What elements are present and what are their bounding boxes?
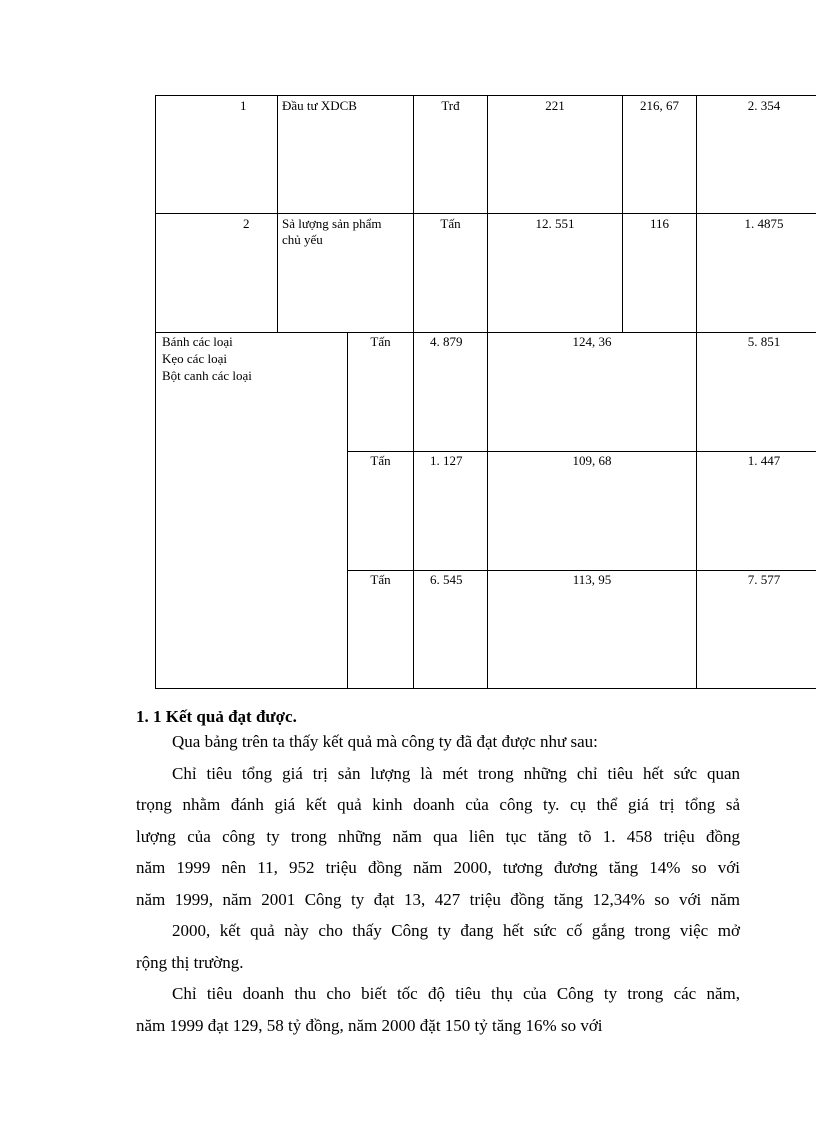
table-cell-value: 109, 68	[572, 453, 612, 468]
table-cell-value: 7. 577	[747, 572, 781, 587]
product-label: Bánh các loại	[162, 334, 233, 349]
table-rule	[622, 95, 623, 333]
table-rule	[155, 332, 816, 333]
table-cell-value: 12. 551	[535, 216, 575, 231]
paragraph-line: Chỉ tiêu tổng giá trị sản lượng là mét trong những chỉ tiêu hết sức quan	[172, 763, 740, 783]
paragraph: Qua bảng trên ta thấy kết quả mà công ty đã đạt được như sau:	[172, 732, 598, 751]
table-cell-value: 5. 851	[747, 334, 781, 349]
paragraph-line: 2000, kết quả này cho thấy Công ty đang hết sức cố gắng trong việc mở	[172, 921, 740, 940]
table-rule	[155, 95, 156, 689]
table-cell-value: 2. 354	[747, 98, 781, 113]
table-rule	[413, 95, 414, 689]
paragraph-line: trọng nhằm đánh giá kết quả kinh doanh của công ty. cụ thể giá trị tổng sả	[136, 795, 740, 814]
section-heading: 1. 1 Kết quả đạt được.	[136, 707, 297, 726]
table-cell-indicator: Đầu tư XDCB	[282, 98, 357, 113]
table-cell-index: 1	[240, 98, 247, 113]
table-rule	[347, 332, 348, 689]
paragraph-line: Chỉ tiêu doanh thu cho biết tốc độ tiêu thụ của Công ty trong các năm,	[172, 984, 740, 1003]
paragraph-line: năm 1999 đạt 129, 58 tỷ đồng, năm 2000 đặt 150 tỷ tăng 16% so với	[136, 1015, 603, 1035]
table-rule	[155, 95, 816, 96]
table-cell-unit: Tấn	[440, 216, 461, 231]
table-rule	[487, 95, 488, 689]
table-cell-value: 4. 879	[430, 334, 463, 349]
table-cell-value: 216, 67	[640, 98, 679, 113]
table-cell-value: 6. 545	[430, 572, 463, 587]
table-rule	[696, 95, 697, 689]
table-rule	[277, 95, 278, 333]
product-label: Bột canh các loại	[162, 368, 252, 383]
table-cell-value: 1. 447	[747, 453, 781, 468]
table-cell-unit: Tấn	[370, 453, 391, 468]
table-rule	[347, 570, 816, 571]
table-cell-indicator: Sả lượng sản phẩm	[282, 216, 382, 231]
table-cell-index: 2	[243, 216, 250, 231]
table-cell-unit: Tấn	[370, 572, 391, 587]
paragraph-line: năm 1999, năm 2001 Công ty đạt 13, 427 triệu đồng tăng 12,34% so với năm	[136, 889, 740, 909]
paragraph-line: lượng của công ty trong những năm qua liên tục tăng tõ 1. 458 triệu đồng	[136, 826, 740, 846]
table-cell-value: 1. 127	[430, 453, 463, 468]
table-cell-value: 113, 95	[572, 572, 612, 587]
table-rule	[347, 451, 816, 452]
table-rule	[155, 213, 816, 214]
paragraph-line: rộng thị trường.	[136, 952, 244, 972]
table-cell-value: 124, 36	[572, 334, 612, 349]
paragraph-line: năm 1999 nên 11, 952 triệu đồng năm 2000, tương đương tăng 14% so với	[136, 858, 740, 877]
table-cell-indicator: chủ yếu	[282, 232, 323, 247]
table-cell-unit: Trđ	[441, 98, 460, 113]
table-cell-unit: Tấn	[370, 334, 391, 349]
section-body	[136, 726, 740, 1041]
table-rule	[155, 688, 816, 689]
table-cell-value: 116	[649, 216, 670, 231]
product-label: Kẹo các loại	[162, 351, 227, 366]
table-cell-value: 221	[545, 98, 565, 113]
table-cell-value: 1. 4875	[744, 216, 784, 231]
